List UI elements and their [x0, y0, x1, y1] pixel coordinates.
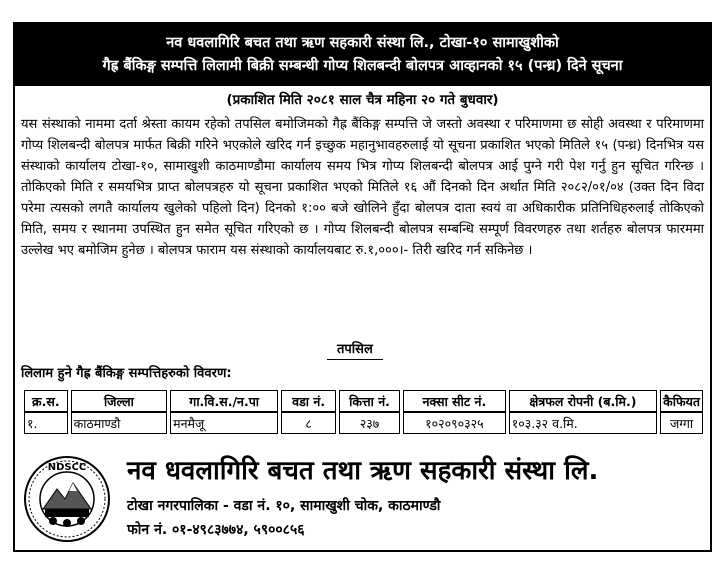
table-cell: २३७: [339, 412, 400, 434]
table-cell: १०२०९०३२५: [403, 412, 506, 434]
table-cell: मनमैजू: [170, 412, 278, 434]
col-header: गा.वि.स./न.पा: [170, 390, 278, 412]
published-date: (प्रकाशित मिति २०८१ साल चैत्र महिना २० गते बुधवार): [226, 92, 499, 108]
col-header: नक्सा सीट नं.: [403, 390, 506, 412]
organization-name: नव धवलागिरि बचत तथा ऋण सहकारी संस्था लि.: [127, 456, 599, 486]
property-table: [21, 390, 706, 434]
notice-body: यस संस्थाको नाममा दर्ता श्रेस्ता कायम रहेको तपसिल बमोजिमको गैह्र बैंकिङ्ग सम्पत्ति जे जस्तो अवस्था र परिमाणमा छ सोही अवस्था र परिमाणमा गोप्य शिलबन्दी बोलपत्र मार्फत बिक्री गरिने भएकोले खरिद गर्न इच्छुक महानुभावहरुलाई यो सूचना प्रकाशित भएको मितिले १५ (पन्ध्र) दिनभित्र यस संस्थाको कार्यालय टोखा-१०, सामाखुशी काठमाण्डौमा कार्यालय समय भित्र गोप्य शिलबन्दी बोलपत्र आई पुग्ने गरी पेश गर्नु हुन सूचित गरिन्छ । तोकिएको मिति र समयभित्र प्राप्त बोलपत्रहरु यो सूचना प्रकाशित भएको मितिले १६ औं दिनको दिन अर्थात मिति २०८२/०१/०४ (उक्त दिन विदा परेमा त्यसको लगतै कार्यालय खुलेको पहिलो दिन) दिनको १:०० बजे खोलिने हुँदा बोलपत्र दाता स्वयं वा अधिकारीक प्रतिनिधिहरुलाई तोकिएको मिति, समय र स्थानमा उपस्थित हुन समेत सूचित गरिएको छ । गोप्य शिलबन्दी बोलपत्र सम्बन्धि सम्पूर्ण विवरणहरु तथा शर्तहरु बोलपत्र फारममा उल्लेख भए बमोजिम हुनेछ । बोलपत्र फाराम यस संस्थाको कार्यालयबाट रु.१,०००।- तिरी खरिद गर्न सकिनेछ ।: [21, 117, 704, 258]
table-cell: १०३.३२ व.मि.: [509, 412, 657, 434]
title-line-1: नव धवलागिरि बचत तथा ऋण सहकारी संस्था लि., टोखा-१० सामाखुशीको: [166, 35, 559, 51]
tapasil-heading: तपसिल: [327, 341, 383, 360]
col-header: कित्ता नं.: [339, 390, 400, 412]
title-line-2: गैह्र बैंकिङ्ग सम्पत्ति लिलामी बिक्री सम्बन्धी गोप्य शिलबन्दी बोलपत्र आव्हानको १५ (पन्ध्र) दिने सूचना: [102, 58, 623, 74]
organization-phone: फोन नं. ०१-४९८३७७४, ५९००८५६: [127, 522, 305, 538]
table-cell: १.: [24, 412, 68, 434]
notice-title: [15, 24, 710, 86]
table-cell: जग्गा: [660, 412, 703, 434]
notice-box: [13, 22, 712, 552]
table-cell: काठमाण्डौ: [71, 412, 167, 434]
footer: [15, 449, 710, 550]
table-cell: ८: [281, 412, 336, 434]
col-header: वडा नं.: [281, 390, 336, 412]
logo-text: NDSCC: [47, 462, 87, 473]
col-header: जिल्ला: [71, 390, 167, 412]
col-header: क्र.स.: [24, 390, 68, 412]
col-header: कैफियत: [660, 390, 703, 412]
cooperative-logo-icon: [23, 455, 111, 543]
table-header-row: [24, 390, 703, 412]
table-heading: लिलाम हुने गैह्र बैंकिङ्ग सम्पत्तिहरुको विवरण:: [21, 366, 232, 381]
col-header: क्षेत्रफल रोपनी (ब.मि.): [509, 390, 657, 412]
organization-address: टोखा नगरपालिका - वडा नं. १०, सामाखुशी चोक, काठमाण्डौ: [127, 498, 441, 514]
table-row: [24, 412, 703, 434]
